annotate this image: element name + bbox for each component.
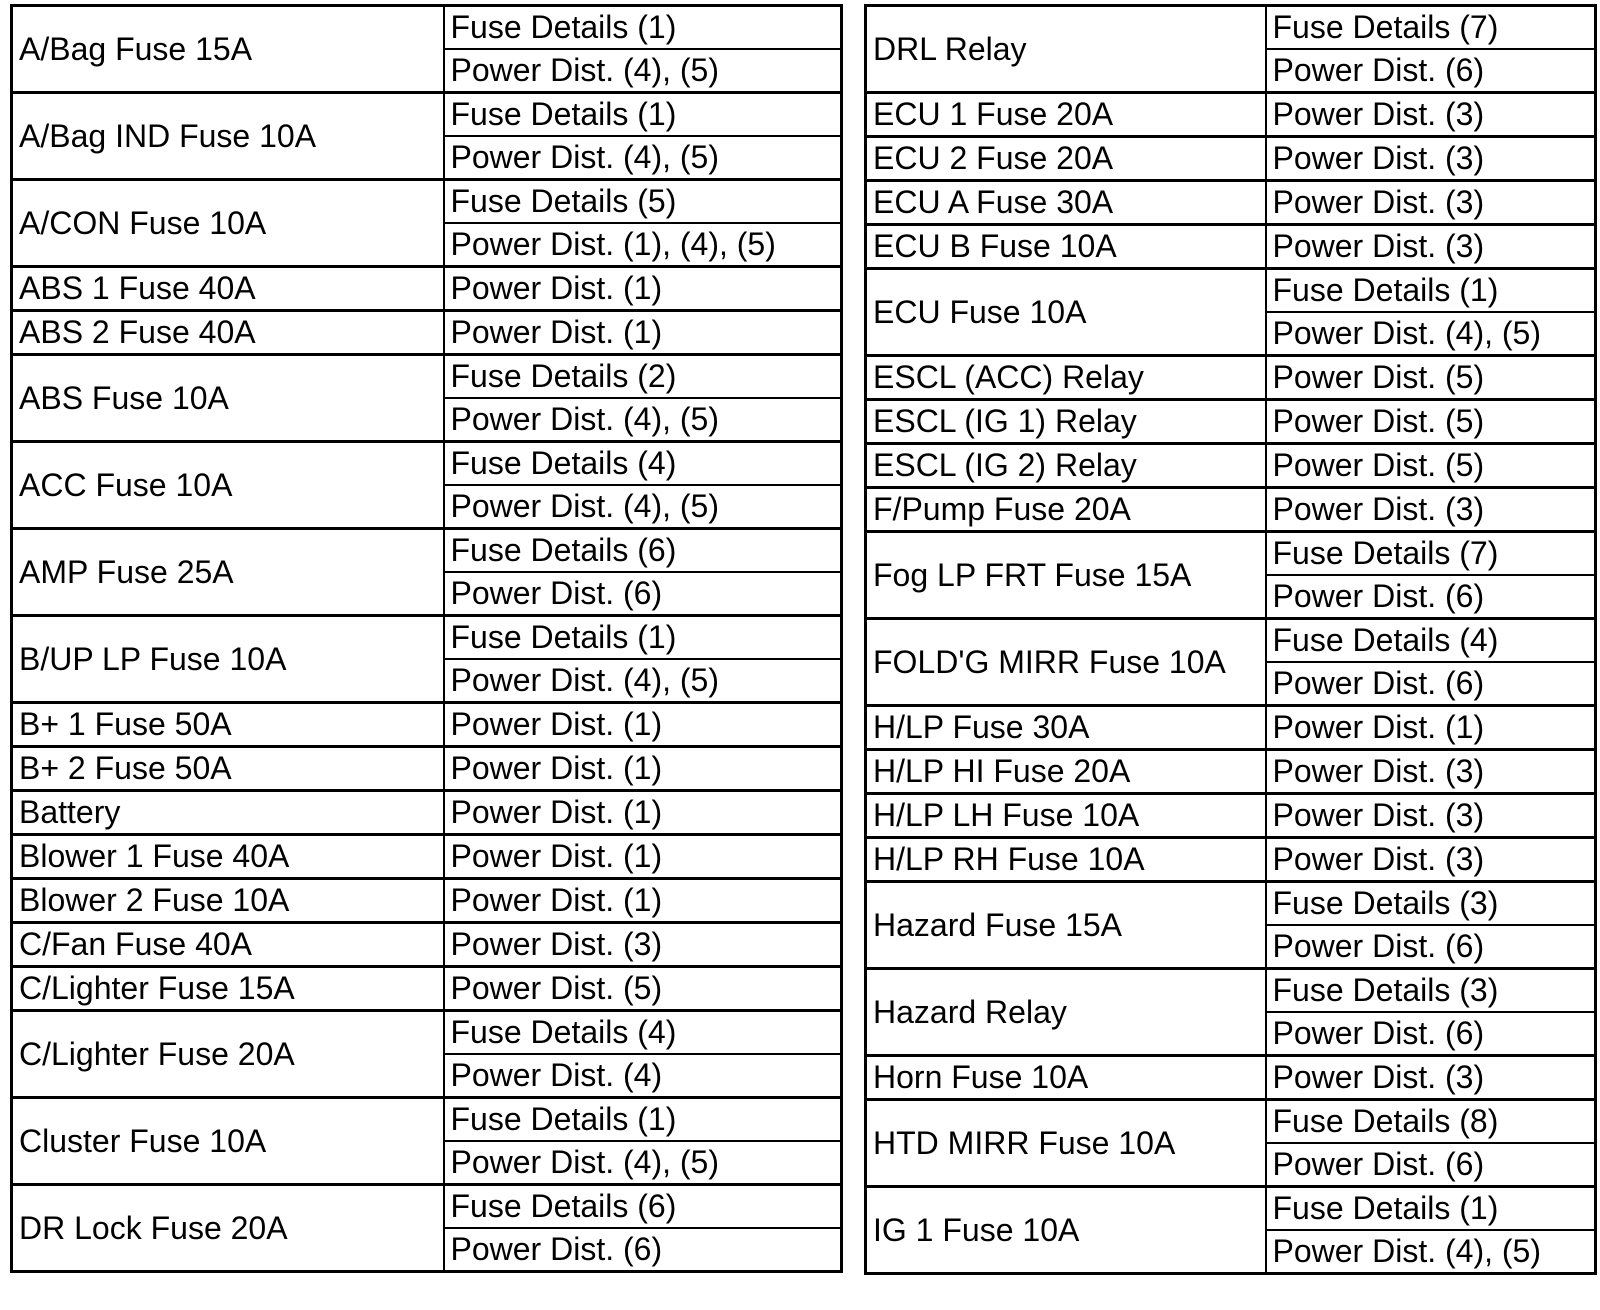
- component-name-cell: ECU 1 Fuse 20A: [866, 93, 1266, 137]
- reference-cell: Power Dist. (1): [444, 311, 842, 355]
- reference-cell: Power Dist. (1): [444, 703, 842, 747]
- table-row: [866, 93, 1596, 137]
- reference-cell: Power Dist. (5): [1266, 356, 1596, 400]
- component-name-cell: Hazard Relay: [866, 969, 1266, 1056]
- reference-cell: Power Dist. (1): [444, 835, 842, 879]
- reference-cell: Fuse Details (1): [444, 93, 842, 137]
- table-row: [866, 444, 1596, 488]
- reference-cell: Power Dist. (1), (4), (5): [444, 223, 842, 267]
- reference-cell: Power Dist. (3): [1266, 1056, 1596, 1100]
- component-name-cell: ECU B Fuse 10A: [866, 225, 1266, 269]
- table-row: [12, 703, 842, 747]
- reference-cell: Fuse Details (3): [1266, 882, 1596, 926]
- reference-cell: Power Dist. (4): [444, 1054, 842, 1098]
- reference-cell: Power Dist. (6): [1266, 1143, 1596, 1187]
- table-row: [12, 967, 842, 1011]
- reference-cell: Fuse Details (7): [1266, 532, 1596, 576]
- reference-cell: Power Dist. (3): [1266, 137, 1596, 181]
- reference-cell: Power Dist. (4), (5): [1266, 312, 1596, 356]
- table-row: [12, 267, 842, 311]
- reference-cell: Fuse Details (3): [1266, 969, 1596, 1013]
- reference-cell: Power Dist. (1): [444, 267, 842, 311]
- table-row: [866, 706, 1596, 750]
- reference-cell: Power Dist. (4), (5): [1266, 1230, 1596, 1274]
- component-name-cell: ABS 2 Fuse 40A: [12, 311, 444, 355]
- reference-cell: Power Dist. (4), (5): [444, 485, 842, 529]
- component-name-cell: ESCL (IG 1) Relay: [866, 400, 1266, 444]
- component-name-cell: Hazard Fuse 15A: [866, 882, 1266, 969]
- reference-cell: Power Dist. (1): [444, 879, 842, 923]
- component-name-cell: ABS Fuse 10A: [12, 355, 444, 442]
- table-row: [866, 838, 1596, 882]
- reference-cell: Power Dist. (4), (5): [444, 659, 842, 703]
- table-row: [12, 180, 842, 224]
- table-row: [12, 6, 842, 50]
- table-row: [866, 6, 1596, 50]
- reference-cell: Power Dist. (5): [444, 967, 842, 1011]
- component-name-cell: FOLD'G MIRR Fuse 10A: [866, 619, 1266, 706]
- reference-cell: Fuse Details (2): [444, 355, 842, 399]
- reference-cell: Power Dist. (4), (5): [444, 49, 842, 93]
- reference-cell: Power Dist. (3): [1266, 794, 1596, 838]
- left-fuse-table: [10, 4, 843, 1273]
- component-name-cell: Cluster Fuse 10A: [12, 1098, 444, 1185]
- reference-cell: Fuse Details (5): [444, 180, 842, 224]
- reference-cell: Power Dist. (3): [1266, 93, 1596, 137]
- reference-cell: Power Dist. (1): [444, 791, 842, 835]
- table-row: [866, 532, 1596, 576]
- reference-cell: Power Dist. (3): [1266, 750, 1596, 794]
- table-row: [866, 269, 1596, 313]
- reference-cell: Power Dist. (3): [1266, 838, 1596, 882]
- reference-cell: Power Dist. (3): [1266, 488, 1596, 532]
- table-row: [866, 969, 1596, 1013]
- table-row: [866, 181, 1596, 225]
- table-row: [12, 923, 842, 967]
- reference-cell: Power Dist. (5): [1266, 444, 1596, 488]
- component-name-cell: Horn Fuse 10A: [866, 1056, 1266, 1100]
- reference-cell: Power Dist. (6): [1266, 1012, 1596, 1056]
- component-name-cell: IG 1 Fuse 10A: [866, 1187, 1266, 1274]
- reference-cell: Power Dist. (3): [1266, 225, 1596, 269]
- reference-cell: Fuse Details (6): [444, 1185, 842, 1229]
- table-row: [12, 616, 842, 660]
- component-name-cell: H/LP LH Fuse 10A: [866, 794, 1266, 838]
- component-name-cell: H/LP Fuse 30A: [866, 706, 1266, 750]
- table-row: [12, 1011, 842, 1055]
- component-name-cell: A/CON Fuse 10A: [12, 180, 444, 267]
- table-row: [866, 1056, 1596, 1100]
- component-name-cell: ESCL (IG 2) Relay: [866, 444, 1266, 488]
- table-row: [12, 1185, 842, 1229]
- component-name-cell: B+ 2 Fuse 50A: [12, 747, 444, 791]
- component-name-cell: B+ 1 Fuse 50A: [12, 703, 444, 747]
- component-name-cell: DR Lock Fuse 20A: [12, 1185, 444, 1272]
- table-row: [866, 794, 1596, 838]
- reference-cell: Fuse Details (1): [444, 1098, 842, 1142]
- table-row: [866, 619, 1596, 663]
- reference-cell: Power Dist. (4), (5): [444, 136, 842, 180]
- table-row: [866, 225, 1596, 269]
- right-fuse-table: [864, 4, 1597, 1275]
- component-name-cell: Blower 2 Fuse 10A: [12, 879, 444, 923]
- reference-cell: Power Dist. (6): [1266, 49, 1596, 93]
- reference-cell: Fuse Details (7): [1266, 6, 1596, 50]
- component-name-cell: Battery: [12, 791, 444, 835]
- table-row: [12, 311, 842, 355]
- reference-cell: Power Dist. (1): [1266, 706, 1596, 750]
- component-name-cell: HTD MIRR Fuse 10A: [866, 1100, 1266, 1187]
- reference-cell: Fuse Details (1): [444, 616, 842, 660]
- table-row: [866, 1187, 1596, 1231]
- component-name-cell: F/Pump Fuse 20A: [866, 488, 1266, 532]
- reference-cell: Fuse Details (1): [1266, 269, 1596, 313]
- table-row: [866, 356, 1596, 400]
- component-name-cell: ECU Fuse 10A: [866, 269, 1266, 356]
- table-row: [866, 1100, 1596, 1144]
- reference-cell: Power Dist. (6): [444, 1228, 842, 1272]
- reference-cell: Fuse Details (4): [1266, 619, 1596, 663]
- component-name-cell: Fog LP FRT Fuse 15A: [866, 532, 1266, 619]
- table-row: [12, 93, 842, 137]
- reference-cell: Power Dist. (4), (5): [444, 398, 842, 442]
- reference-cell: Fuse Details (6): [444, 529, 842, 573]
- component-name-cell: B/UP LP Fuse 10A: [12, 616, 444, 703]
- reference-cell: Power Dist. (3): [444, 923, 842, 967]
- reference-cell: Fuse Details (1): [1266, 1187, 1596, 1231]
- component-name-cell: ACC Fuse 10A: [12, 442, 444, 529]
- reference-cell: Power Dist. (1): [444, 747, 842, 791]
- table-row: [866, 488, 1596, 532]
- reference-cell: Fuse Details (8): [1266, 1100, 1596, 1144]
- reference-cell: Power Dist. (3): [1266, 181, 1596, 225]
- table-row: [12, 747, 842, 791]
- reference-cell: Power Dist. (6): [1266, 575, 1596, 619]
- reference-cell: Fuse Details (4): [444, 442, 842, 486]
- reference-cell: Fuse Details (1): [444, 6, 842, 50]
- component-name-cell: H/LP HI Fuse 20A: [866, 750, 1266, 794]
- reference-cell: Power Dist. (6): [1266, 662, 1596, 706]
- component-name-cell: ABS 1 Fuse 40A: [12, 267, 444, 311]
- table-row: [12, 442, 842, 486]
- table-row: [866, 400, 1596, 444]
- table-row: [866, 882, 1596, 926]
- table-row: [866, 137, 1596, 181]
- reference-cell: Power Dist. (4), (5): [444, 1141, 842, 1185]
- table-row: [866, 750, 1596, 794]
- component-name-cell: ESCL (ACC) Relay: [866, 356, 1266, 400]
- table-row: [12, 1098, 842, 1142]
- component-name-cell: A/Bag Fuse 15A: [12, 6, 444, 93]
- table-row: [12, 835, 842, 879]
- component-name-cell: AMP Fuse 25A: [12, 529, 444, 616]
- component-name-cell: C/Lighter Fuse 15A: [12, 967, 444, 1011]
- reference-cell: Fuse Details (4): [444, 1011, 842, 1055]
- component-name-cell: C/Lighter Fuse 20A: [12, 1011, 444, 1098]
- component-name-cell: ECU A Fuse 30A: [866, 181, 1266, 225]
- component-name-cell: DRL Relay: [866, 6, 1266, 93]
- reference-cell: Power Dist. (5): [1266, 400, 1596, 444]
- table-row: [12, 791, 842, 835]
- reference-cell: Power Dist. (6): [444, 572, 842, 616]
- reference-cell: Power Dist. (6): [1266, 925, 1596, 969]
- component-name-cell: A/Bag IND Fuse 10A: [12, 93, 444, 180]
- table-row: [12, 355, 842, 399]
- table-row: [12, 529, 842, 573]
- component-name-cell: ECU 2 Fuse 20A: [866, 137, 1266, 181]
- component-name-cell: Blower 1 Fuse 40A: [12, 835, 444, 879]
- component-name-cell: C/Fan Fuse 40A: [12, 923, 444, 967]
- table-row: [12, 879, 842, 923]
- component-name-cell: H/LP RH Fuse 10A: [866, 838, 1266, 882]
